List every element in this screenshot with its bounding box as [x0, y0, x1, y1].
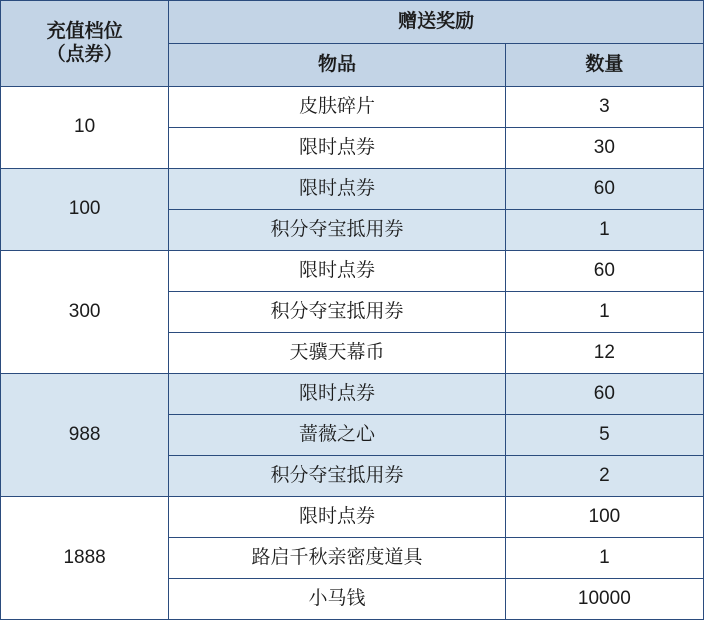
reward-quantity: 30 — [505, 128, 703, 169]
reward-quantity: 1 — [505, 292, 703, 333]
reward-quantity: 100 — [505, 497, 703, 538]
reward-quantity: 1 — [505, 210, 703, 251]
tier-value: 300 — [1, 251, 169, 374]
table-row — [1, 251, 704, 292]
reward-quantity: 3 — [505, 87, 703, 128]
reward-quantity: 60 — [505, 374, 703, 415]
reward-quantity: 12 — [505, 333, 703, 374]
tier-value: 988 — [1, 374, 169, 497]
header-quantity: 数量 — [505, 44, 703, 87]
table-header-row — [1, 1, 704, 44]
header-tier-line2: （点券） — [46, 43, 123, 65]
reward-quantity: 5 — [505, 415, 703, 456]
reward-quantity: 2 — [505, 456, 703, 497]
reward-item: 天骥天幕币 — [169, 333, 505, 374]
reward-quantity: 10000 — [505, 579, 703, 620]
header-tier-cell — [1, 1, 169, 87]
tier-value: 10 — [1, 87, 169, 169]
reward-item: 限时点券 — [169, 169, 505, 210]
reward-quantity: 1 — [505, 538, 703, 579]
header-tier-line1: 充值档位 — [46, 20, 123, 42]
reward-item: 蔷薇之心 — [169, 415, 505, 456]
tier-value: 100 — [1, 169, 169, 251]
reward-quantity: 60 — [505, 251, 703, 292]
table-row — [1, 374, 704, 415]
reward-item: 积分夺宝抵用券 — [169, 292, 505, 333]
table-row — [1, 169, 704, 210]
reward-item: 限时点券 — [169, 374, 505, 415]
reward-item: 限时点券 — [169, 128, 505, 169]
tier-value: 1888 — [1, 497, 169, 620]
reward-item: 皮肤碎片 — [169, 87, 505, 128]
reward-item: 限时点券 — [169, 497, 505, 538]
reward-quantity: 60 — [505, 169, 703, 210]
reward-item: 小马钱 — [169, 579, 505, 620]
reward-item: 路启千秋亲密度道具 — [169, 538, 505, 579]
table-body — [1, 1, 704, 620]
table-row — [1, 87, 704, 128]
header-reward-group: 赠送奖励 — [169, 1, 704, 44]
reward-item: 积分夺宝抵用券 — [169, 456, 505, 497]
header-item: 物品 — [169, 44, 505, 87]
reward-item: 积分夺宝抵用券 — [169, 210, 505, 251]
table-row — [1, 497, 704, 538]
reward-item: 限时点券 — [169, 251, 505, 292]
